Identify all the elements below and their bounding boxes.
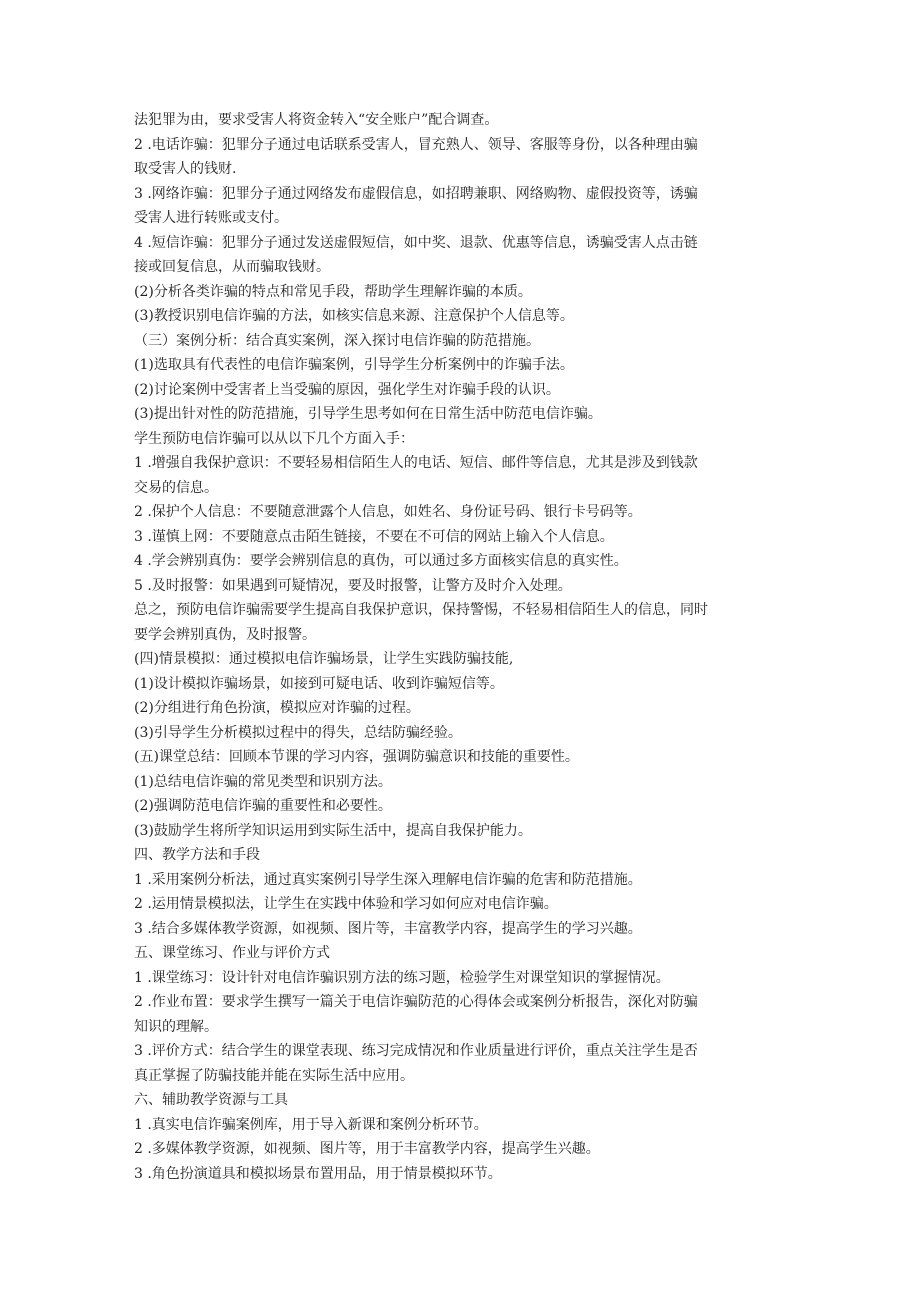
text-line: 3 .评价方式：结合学生的课堂表现、练习完成情况和作业质量进行评价，重点关注学生是否 — [134, 1043, 698, 1059]
text-line: (2)分析各类诈骗的特点和常见手段，帮助学生理解诈骗的本质。 — [134, 283, 532, 300]
section-heading: （三）案例分析：结合真实案例，深入探讨电信诈骗的防范措施。 — [134, 332, 540, 349]
text-line: (2)讨论案例中受害者上当受骗的原因，强化学生对诈骗手段的认识。 — [134, 381, 560, 398]
text-line: 受害人进行转账或支付。 — [134, 210, 288, 226]
text-line: 1 .增强自我保护意识：不要轻易相信陌生人的电话、短信、邮件等信息，尤其是涉及到钱款 — [134, 455, 698, 471]
text-line: (1)设计模拟诈骗场景，如接到可疑电话、收到诈骗短信等。 — [134, 675, 504, 692]
text-line: 2 .保护个人信息：不要随意泄露个人信息，如姓名、身份证号码、银行卡号码等。 — [134, 504, 642, 520]
text-line: (2)分组进行角色扮演，模拟应对诈骗的过程。 — [134, 700, 420, 716]
text-line: 取受害人的钱财. — [134, 161, 237, 177]
text-line: (3)提出针对性的防范措施，引导学生思考如何在日常生活中防范电信诈骗。 — [134, 406, 602, 422]
text-line: (3)教授识别电信诈骗的方法，如核实信息来源、注意保护个人信息等。 — [134, 308, 574, 324]
text-line: 知识的理解。 — [134, 1018, 218, 1035]
section-heading: 六、辅助教学资源与工具 — [134, 1092, 288, 1108]
text-line: (3)鼓励学生将所学知识运用到实际生活中，提高自我保护能力。 — [134, 822, 532, 839]
section-heading: (四)情景模拟：通过模拟电信诈骗场景，让学生实践防骗技能, — [134, 651, 514, 667]
text-line: (2)强调防范电信诈骗的重要性和必要性。 — [134, 798, 392, 814]
text-line: 交易的信息。 — [134, 479, 218, 496]
text-line: 3 .谨慎上网：不要随意点击陌生链接，不要在不可信的网站上输入个人信息。 — [134, 528, 614, 545]
text-line: (1)选取具有代表性的电信诈骗案例，引导学生分析案例中的诈骗手法。 — [134, 357, 574, 373]
section-heading: 五、课堂练习、作业与评价方式 — [134, 945, 330, 961]
text-line: 4 .学会辨别真伪：要学会辨别信息的真伪，可以通过多方面核实信息的真实性。 — [134, 553, 628, 569]
text-line: 2 .电话诈骗：犯罪分子通过电话联系受害人，冒充熟人、领导、客服等身份，以各种理由骗 — [134, 136, 698, 153]
text-line: 3 .结合多媒体教学资源，如视频、图片等，丰富教学内容，提高学生的学习兴趣。 — [134, 920, 642, 937]
text-line: 要学会辨别真伪，及时报警。 — [134, 626, 316, 643]
text-line: 5 .及时报警：如果遇到可疑情况，要及时报警，让警方及时介入处理。 — [134, 577, 572, 594]
text-line: 学生预防电信诈骗可以从以下几个方面入手： — [134, 430, 414, 447]
text-line: 4 .短信诈骗：犯罪分子通过发送虚假短信，如中奖、退款、优惠等信息，诱骗受害人点击链 — [134, 234, 698, 251]
text-line: 法犯罪为由，要求受害人将资金转入“安全账户”配合调查。 — [134, 112, 499, 128]
text-line: 总之，预防电信诈骗需要学生提高自我保护意识，保持警惕，不轻易相信陌生人的信息，同时 — [134, 602, 708, 618]
text-line: 3 .网络诈骗：犯罪分子通过网络发布虚假信息，如招聘兼职、网络购物、虚假投资等，诱骗 — [134, 185, 698, 202]
text-line: 2 .多媒体教学资源，如视频、图片等，用于丰富教学内容，提高学生兴趣。 — [134, 1141, 600, 1157]
text-line: 1 .采用案例分析法，通过真实案例引导学生深入理解电信诈骗的危害和防范措施。 — [134, 871, 642, 888]
section-heading: (五)课堂总结：回顾本节课的学习内容，强调防骗意识和技能的重要性。 — [134, 749, 579, 765]
document-body — [134, 108, 774, 1186]
text-line: 2 .运用情景模拟法，让学生在实践中体验和学习如何应对电信诈骗。 — [134, 896, 558, 912]
section-heading: 四、教学方法和手段 — [134, 847, 260, 863]
text-line: (3)引导学生分析模拟过程中的得失，总结防骗经验。 — [134, 724, 462, 741]
text-line: 1 .真实电信诈骗案例库，用于导入新课和案例分析环节。 — [134, 1116, 488, 1133]
text-line: (1)总结电信诈骗的常见类型和识别方法。 — [134, 773, 392, 790]
text-line: 真正掌握了防骗技能并能在实际生活中应用。 — [134, 1067, 414, 1084]
text-line: 接或回复信息，从而骗取钱财。 — [134, 259, 330, 275]
text-line: 3 .角色扮演道具和模拟场景布置用品，用于情景模拟环节。 — [134, 1165, 502, 1182]
text-line: 2 .作业布置：要求学生撰写一篇关于电信诈骗防范的心得体会或案例分析报告，深化对防骗 — [134, 994, 698, 1010]
text-line: 1 .课堂练习：设计针对电信诈骗识别方法的练习题，检验学生对课堂知识的掌握情况。 — [134, 969, 670, 986]
